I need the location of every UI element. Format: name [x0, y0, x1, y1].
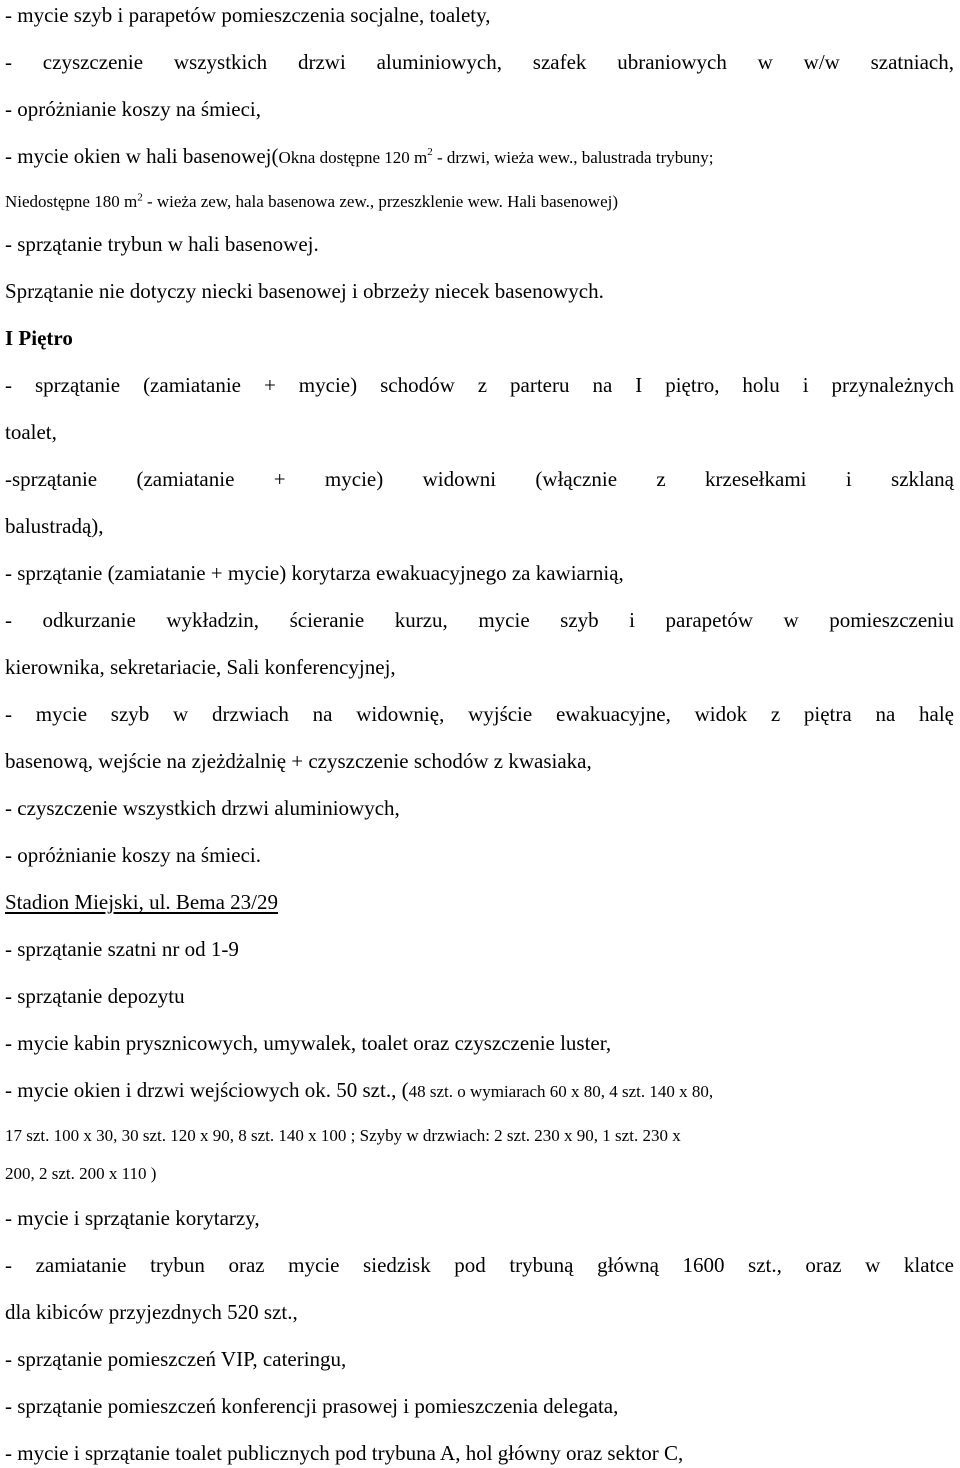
text-span: Niedostępne 180 m [5, 192, 138, 211]
text-line: - opróżnianie koszy na śmieci. [5, 843, 261, 867]
underlined-heading: Stadion Miejski, ul. Bema 23/29 [5, 890, 278, 914]
text-line [5, 1076, 954, 1106]
text-line: balustradą), [5, 514, 104, 538]
text-span: - wieża zew, hala basenowa zew., przeszklenie wew. Hali basenowej) [142, 192, 618, 211]
text-line: - mycie i sprzątanie toalet publicznych pod trybuna A, hol główny oraz sektor C, [5, 1441, 684, 1465]
text-line: - sprzątanie (zamiatanie + mycie) schodów z parteru na I piętro, holu i przynależnych [5, 373, 954, 397]
text-line: - sprzątanie szatni nr od 1-9 [5, 937, 239, 961]
text-line: 200, 2 szt. 200 x 110 ) [5, 1164, 157, 1183]
text-span: - drzwi, wieża wew., balustrada trybuny; [432, 148, 714, 167]
text-line: - opróżnianie koszy na śmieci, [5, 97, 261, 121]
text-line [5, 142, 954, 172]
text-line: - sprzątanie pomieszczeń konferencji prasowej i pomieszczenia delegata, [5, 1394, 619, 1418]
superscript: 2 [427, 146, 433, 158]
section-heading: I Piętro [5, 326, 73, 350]
text-line [5, 188, 954, 216]
text-line: basenową, wejście na zjeżdżalnię + czyszczenie schodów z kwasiaka, [5, 749, 592, 773]
text-span: Okna dostępne 120 m [278, 148, 428, 167]
text-line: - mycie szyb w drzwiach na widownię, wyjście ewakuacyjne, widok z piętra na halę [5, 702, 954, 726]
text-line: - sprzątanie (zamiatanie + mycie) korytarza ewakuacyjnego za kawiarnią, [5, 561, 624, 585]
text-line: - sprzątanie trybun w hali basenowej. [5, 232, 319, 256]
text-line: -sprzątanie (zamiatanie + mycie) widowni (włącznie z krzesełkami i szklaną [5, 467, 954, 491]
text-line: - czyszczenie wszystkich drzwi aluminiowych, [5, 796, 400, 820]
text-line: - mycie szyb i parapetów pomieszczenia socjalne, toalety, [5, 3, 491, 27]
text-line: toalet, [5, 420, 57, 444]
text-line: - mycie i sprzątanie korytarzy, [5, 1206, 260, 1230]
text-line: - czyszczenie wszystkich drzwi aluminiowych, szafek ubraniowych w w/w szatniach, [5, 50, 954, 74]
text-line: 17 szt. 100 x 30, 30 szt. 120 x 90, 8 szt. 140 x 100 ; Szyby w drzwiach: 2 szt. 230 x 90, 1 szt. 230 x [5, 1126, 681, 1145]
text-line: - odkurzanie wykładzin, ścieranie kurzu, mycie szyb i parapetów w pomieszczeniu [5, 608, 954, 632]
text-line: kierownika, sekretariacie, Sali konferencyjnej, [5, 655, 396, 679]
text-span: 48 szt. o wymiarach 60 x 80, 4 szt. 140 x 80, [408, 1082, 714, 1101]
text-line: - sprzątanie pomieszczeń VIP, cateringu, [5, 1347, 347, 1371]
text-line: - zamiatanie trybun oraz mycie siedzisk pod trybuną główną 1600 szt., oraz w klatce [5, 1253, 954, 1277]
text-span: - mycie okien w hali basenowej( [5, 144, 279, 168]
text-line: - mycie kabin prysznicowych, umywalek, toalet oraz czyszczenie luster, [5, 1031, 612, 1055]
section-heading [5, 888, 954, 916]
text-line: - sprzątanie depozytu [5, 984, 185, 1008]
text-line: Sprzątanie nie dotyczy niecki basenowej i obrzeży niecek basenowych. [5, 279, 604, 303]
text-span: - mycie okien i drzwi wejściowych ok. 50 szt., ( [5, 1078, 409, 1102]
superscript: 2 [137, 191, 143, 204]
text-line: dla kibiców przyjezdnych 520 szt., [5, 1300, 298, 1324]
